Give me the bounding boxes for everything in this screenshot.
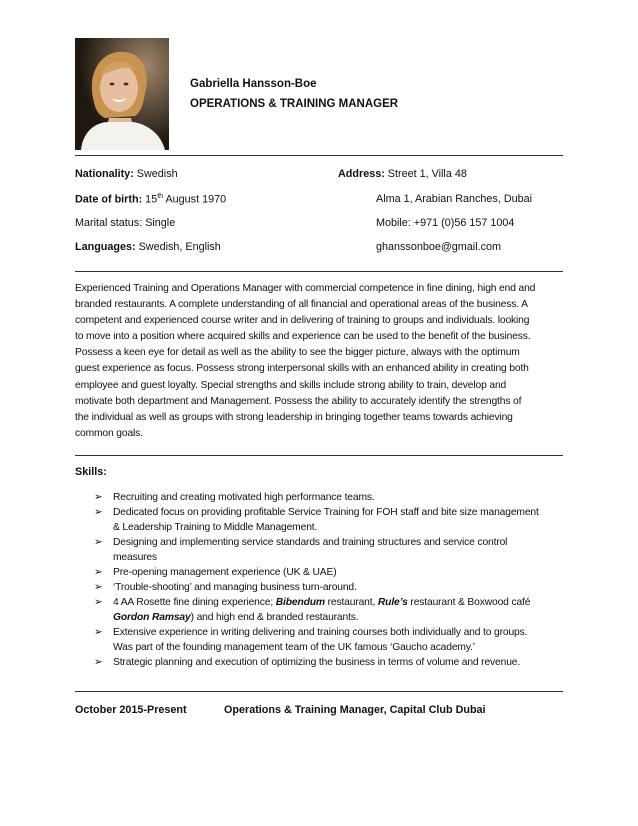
skills-list	[94, 490, 564, 670]
experience-role: Operations & Training Manager, Capital Club Dubai	[224, 704, 486, 716]
skill-item	[94, 655, 564, 670]
date-of-birth	[75, 193, 226, 206]
divider	[75, 691, 563, 692]
skill-text: Recruiting and creating motivated high performance teams.	[113, 492, 375, 503]
summary-line: employee and guest loyalty. Special strengths and skills include strong ability to train, develop and	[75, 379, 507, 391]
nationality-label: Nationality:	[75, 168, 134, 180]
restaurant-name: Gordon Ramsay	[113, 612, 191, 623]
summary-line: the individual as well as groups with strong leadership in bringing together teams towards achieving	[75, 411, 513, 423]
bullet-arrow-icon: ➢	[94, 627, 103, 638]
address	[338, 168, 467, 180]
dob-rest: August 1970	[163, 193, 227, 206]
bullet-arrow-icon: ➢	[94, 537, 103, 548]
skill-item	[94, 625, 564, 655]
skill-item	[94, 580, 564, 595]
address-line1: Street 1, Villa 48	[384, 168, 467, 180]
skill-text: restaurant,	[324, 597, 378, 608]
bullet-arrow-icon: ➢	[94, 582, 103, 593]
bullet-arrow-icon: ➢	[94, 492, 103, 503]
skill-item	[94, 565, 564, 580]
email[interactable]: ghanssonboe@gmail.com	[376, 241, 501, 253]
dob-day: 15	[142, 193, 158, 206]
skill-text: measures	[113, 552, 158, 563]
address-label: Address:	[338, 168, 385, 180]
bullet-arrow-icon: ➢	[94, 507, 103, 518]
professional-summary	[75, 281, 565, 442]
marital-status: Marital status: Single	[75, 217, 176, 229]
nationality	[75, 168, 178, 180]
skill-text: restaurant & Boxwood café	[407, 597, 531, 608]
summary-line: Experienced Training and Operations Manager with commercial competence in fine dining, high end and	[75, 283, 536, 294]
summary-line: Possess a keen eye for detail as well as the ability to see the bigger picture, always with the optimum	[75, 347, 520, 359]
skill-item	[94, 535, 564, 565]
bullet-arrow-icon: ➢	[94, 657, 103, 668]
dob-suffix: th	[157, 193, 164, 200]
languages-value: Swedish, English	[135, 241, 221, 253]
restaurant-name: Bibendum	[275, 597, 325, 608]
skill-text: 4 AA Rosette fine dining experience;	[113, 597, 276, 608]
skills-heading: Skills:	[75, 466, 107, 478]
job-title: OPERATIONS & TRAINING MANAGER	[190, 98, 399, 110]
mobile: Mobile: +971 (0)56 157 1004	[376, 217, 515, 229]
languages-label: Languages:	[75, 241, 136, 253]
restaurant-name: Rule’s	[377, 597, 408, 608]
skill-text: ‘Trouble-shooting’ and managing business turn-around.	[113, 582, 357, 593]
skill-text: Was part of the founding management team of the UK famous ‘Gaucho academy.’	[113, 642, 475, 653]
bullet-arrow-icon: ➢	[94, 567, 103, 578]
skill-text: ) and high end & branded restaurants.	[190, 612, 359, 623]
skill-item	[94, 505, 564, 535]
skill-text: Pre-opening management experience (UK & UAE)	[113, 567, 337, 578]
skill-text: Extensive experience in writing delivering and training courses both individually and to groups.	[113, 627, 528, 638]
nationality-value: Swedish	[133, 168, 178, 180]
summary-line: guest experience as focus. Possess strong interpersonal skills with an enhanced ability in creating both	[75, 363, 529, 375]
candidate-name: Gabriella Hansson-Boe	[190, 78, 317, 90]
skill-item	[94, 490, 564, 505]
skill-text: Strategic planning and execution of optimizing the business in terms of volume and revenue.	[113, 657, 521, 668]
summary-line: common goals.	[75, 427, 143, 439]
experience-date: October 2015-Present	[75, 704, 187, 716]
dob-label: Date of birth:	[75, 193, 143, 206]
summary-line: branded restaurants. A complete understanding of all financial and operational areas of the business. A	[75, 299, 528, 311]
divider	[75, 271, 563, 272]
summary-line: competent and experienced course writer and in delivering of training to groups and individuals. looking	[75, 315, 530, 327]
address-line2: Alma 1, Arabian Ranches, Dubai	[376, 193, 533, 205]
languages	[75, 241, 221, 253]
skill-text: Dedicated focus on providing profitable Service Training for FOH staff and bite size management	[113, 507, 539, 518]
divider	[75, 455, 563, 456]
skill-item	[94, 595, 564, 625]
skill-text: Designing and implementing service standards and training structures and service control	[113, 537, 508, 548]
profile-photo	[75, 38, 169, 150]
summary-line: motivate both department and Management. Possess the ability to accurately identify the strengths of	[75, 395, 522, 407]
summary-line: to move into a position where acquired skills and experience can be used to the benefit of the business.	[75, 331, 531, 343]
divider	[75, 155, 563, 156]
bullet-arrow-icon: ➢	[94, 597, 103, 608]
skill-text: & Leadership Training to Middle Management.	[113, 522, 318, 533]
